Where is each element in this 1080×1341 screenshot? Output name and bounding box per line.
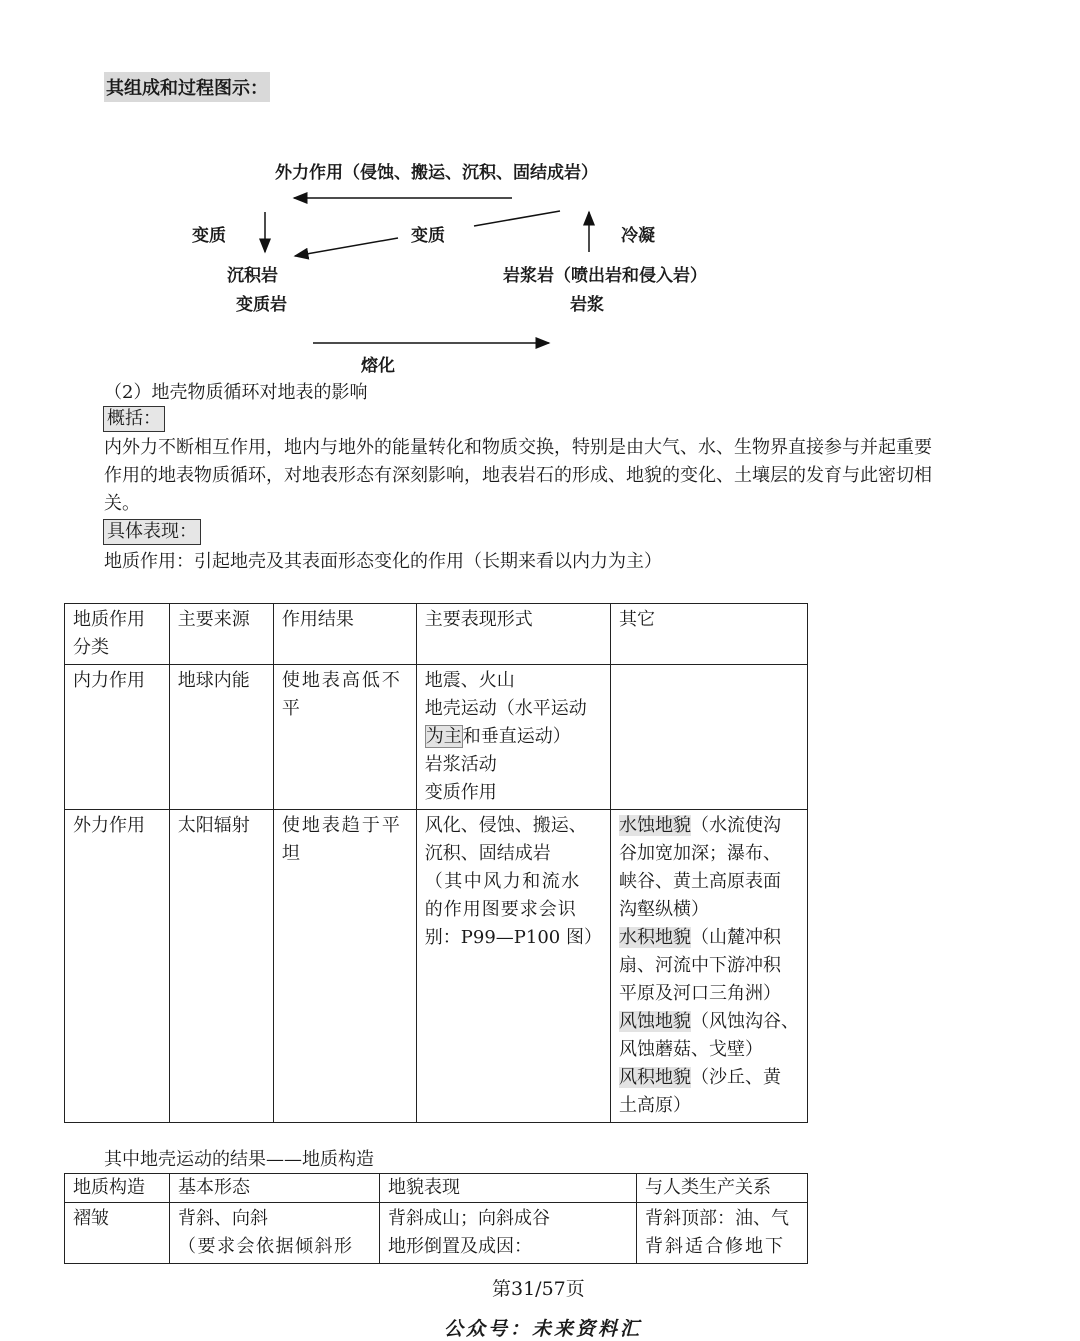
cell-text: 使地表高低不 (281, 670, 402, 691)
cell-text: 背斜顶部：油、气 (645, 1208, 789, 1229)
footer-watermark: 公众号：未来资料汇 (444, 1318, 643, 1340)
cell-text: 地壳运动（水平运动 (424, 698, 587, 719)
geo-structure-table (64, 1173, 808, 1264)
metamorphism-left-label: 变质 (192, 226, 226, 246)
table-row (65, 810, 808, 1123)
header-text: 其它 (619, 609, 655, 630)
header-text: 主要表现形式 (424, 609, 533, 630)
table-row (65, 1203, 808, 1264)
summary-line: 关。 (104, 493, 140, 514)
summary-line: 作用的地表物质循环，对地表形态有深刻影响，地表岩石的形成、地貌的变化、土壤层的发育与此密切相 (104, 465, 932, 486)
cell-text: 谷加宽加深；瀑布、 (619, 843, 781, 864)
header-text: 地貌表现 (388, 1177, 460, 1198)
cell-text: 外力作用 (73, 815, 145, 836)
cell (273, 665, 416, 810)
header-cell (637, 1174, 808, 1203)
table-row (65, 665, 808, 810)
header-text: 基本形态 (178, 1177, 250, 1198)
cell (416, 810, 610, 1123)
section-heading: 其组成和过程图示： (104, 72, 270, 102)
cell-text: 沉积、固结成岩 (424, 843, 551, 864)
cell (273, 810, 416, 1123)
geo-definition: 地质作用：引起地壳及其表面形态变化的作用（长期来看以内力为主） (104, 551, 662, 572)
landform-line (619, 812, 799, 840)
header-cell (65, 604, 170, 665)
header-text: 与人类生产关系 (645, 1177, 771, 1198)
summary-label: 概括： (103, 406, 165, 432)
cell-text: 和垂直运动） (462, 726, 571, 747)
cell-text: 风化、侵蚀、搬运、 (424, 815, 587, 836)
cell (637, 1203, 808, 1264)
cell-text: 平 (281, 698, 300, 719)
header-cell (380, 1174, 637, 1203)
cell-text: 的作用图要求会识 (424, 899, 577, 920)
sedimentary-rock-label: 沉积岩 (227, 266, 278, 286)
cell-text: 内力作用 (73, 670, 145, 691)
cell (65, 665, 170, 810)
cell-text: 使地表趋于平 (281, 815, 402, 836)
cell-text: 峡谷、黄土高原表面 (619, 871, 781, 892)
cell-text (425, 723, 602, 751)
landform-line (619, 1008, 799, 1036)
cell-text: 岩浆活动 (424, 754, 497, 775)
cell-text: 风蚀蘑菇、戈壁） (619, 1039, 763, 1060)
cell-text: 地形倒置及成因： (388, 1236, 532, 1257)
header-cell (273, 604, 416, 665)
rock-cycle-arrows (0, 0, 1080, 400)
summary-paragraph (104, 434, 984, 518)
cell (169, 665, 273, 810)
cell (611, 810, 808, 1123)
landform-term: 风积地貌 (619, 1067, 691, 1088)
cell-text: 背斜成山；向斜成谷 (388, 1208, 550, 1229)
cell-text: 变质作用 (424, 782, 497, 803)
detail-label: 具体表现： (103, 519, 201, 545)
table-header-row (65, 1174, 808, 1203)
cell-text: 坦 (281, 843, 300, 864)
cell-text: 太阳辐射 (177, 815, 250, 836)
table2-intro: 其中地壳运动的结果——地质构造 (104, 1149, 374, 1170)
landform-term: 风蚀地貌 (619, 1011, 691, 1032)
header-text: 地质构造 (73, 1177, 145, 1198)
magma-label: 岩浆 (570, 295, 604, 315)
cell-text: 地球内能 (177, 670, 250, 691)
header-cell (169, 604, 273, 665)
header-cell (611, 604, 808, 665)
condensation-label: 冷凝 (621, 226, 655, 246)
metamorphism-middle-label: 变质 (411, 226, 445, 246)
cell-text: （沙丘、黄 (691, 1067, 781, 1088)
landform-line (619, 1064, 799, 1092)
cell-text: 沟壑纵横） (619, 899, 709, 920)
middle-arrow-left (295, 238, 398, 256)
cell-text: 地震、火山 (424, 670, 515, 691)
page-number: 第31/57页 (492, 1278, 585, 1300)
header-text: 分类 (73, 637, 109, 658)
external-force-label: 外力作用（侵蚀、搬运、沉积、固结成岩） (275, 163, 598, 183)
header-cell (170, 1174, 380, 1203)
header-cell (416, 604, 610, 665)
melting-label: 熔化 (361, 356, 395, 376)
cell-text: 别：P99—P100 图） (424, 927, 602, 948)
table-header-row (65, 604, 808, 665)
header-text: 主要来源 (177, 609, 250, 630)
cell-text: （其中风力和流水 (424, 871, 581, 892)
cell (611, 665, 808, 810)
landform-term: 水蚀地貌 (619, 815, 691, 836)
header-text: 作用结果 (281, 609, 354, 630)
igneous-rock-label: 岩浆岩（喷出岩和侵入岩） (503, 266, 707, 286)
cell (65, 810, 170, 1123)
cell (416, 665, 610, 810)
cell-text: （要求会依据倾斜形 (178, 1236, 354, 1257)
highlight-mark: 为主 (425, 726, 462, 747)
landform-term: 水积地貌 (619, 927, 691, 948)
cell-text: 背斜适合修地下 (645, 1236, 785, 1257)
landform-line (619, 924, 799, 952)
cell-text: 背斜、向斜 (178, 1208, 268, 1229)
cell-text: 土高原） (619, 1095, 691, 1116)
metamorphic-rock-label: 变质岩 (236, 295, 287, 315)
section2-title: （2）地壳物质循环对地表的影响 (104, 382, 368, 403)
cell-text: （山麓冲积 (691, 927, 781, 948)
cell (65, 1203, 170, 1264)
header-cell (65, 1174, 170, 1203)
cell-text: （水流使沟 (691, 815, 781, 836)
summary-line: 内外力不断相互作用，地内与地外的能量转化和物质交换，特别是由大气、水、生物界直接参与并起重要 (104, 437, 932, 458)
cell-text: 褶皱 (73, 1208, 109, 1229)
header-text: 地质作用 (73, 609, 145, 630)
cell (380, 1203, 637, 1264)
cell-text: 扇、河流中下游冲积 (619, 955, 781, 976)
cell-text: （风蚀沟谷、 (691, 1011, 799, 1032)
cell (170, 1203, 380, 1264)
cell-text: 平原及河口三角洲） (619, 983, 781, 1004)
cell (169, 810, 273, 1123)
geo-action-table (64, 603, 808, 1123)
middle-line-right (474, 211, 560, 226)
